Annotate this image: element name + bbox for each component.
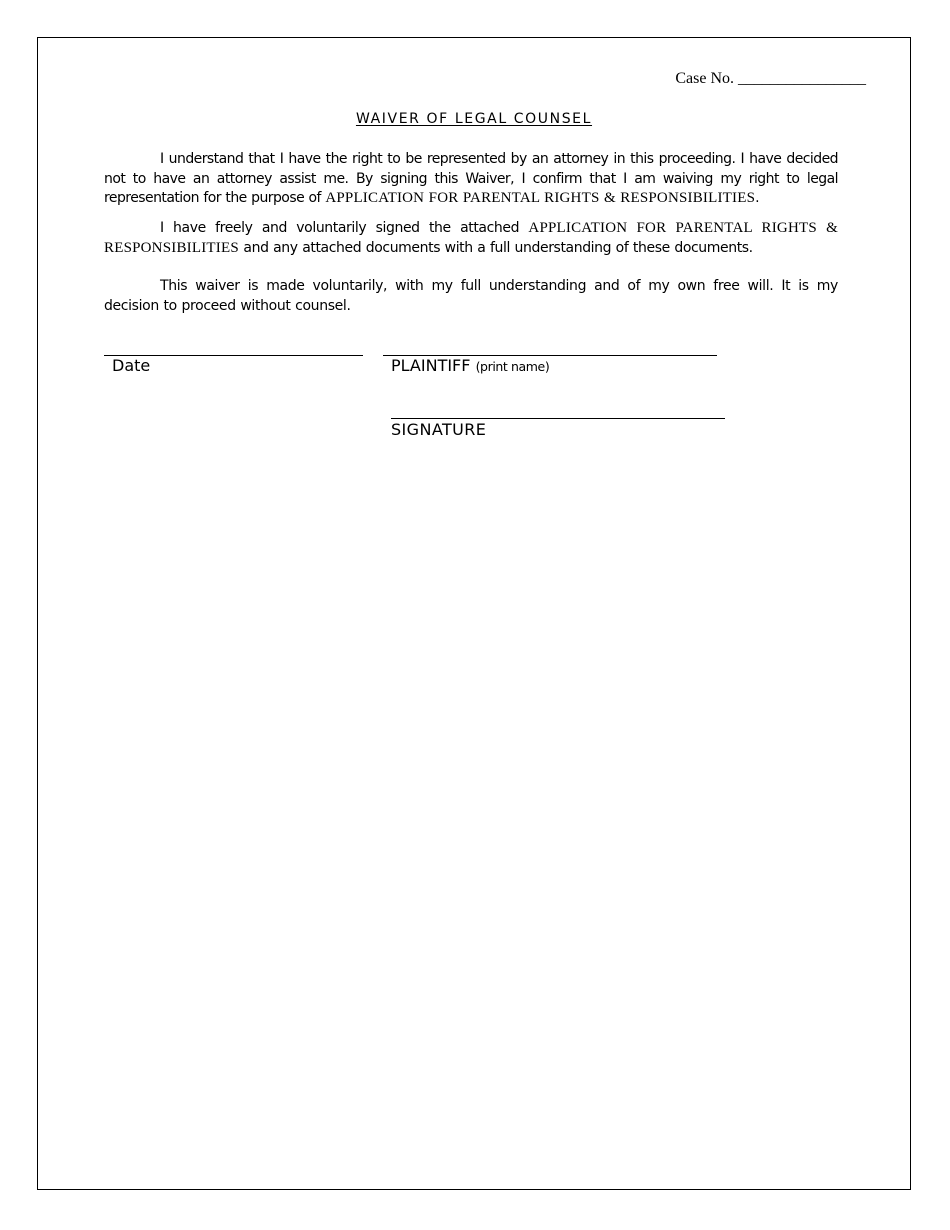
signature-line <box>391 418 725 419</box>
paragraph-1-text: I understand that I have the right to be represented by an attorney in this proceeding. I have decided not to have an attorney assist me. By signing this Waiver, I confirm that I am waiving my right to legal representation for the purpose of <box>104 151 838 206</box>
plaintiff-label-text: PLAINTIFF <box>391 356 471 375</box>
paragraph-voluntary-signing <box>104 219 838 258</box>
paragraph-1-form-name: APPLICATION FOR PARENTAL RIGHTS & RESPONSIBILITIES <box>325 190 756 206</box>
plaintiff-label <box>391 356 549 375</box>
paragraph-3-text: This waiver is made voluntarily, with my full understanding and of my own free will. It is my decision to proceed without counsel. <box>104 278 838 314</box>
paragraph-1-end: . <box>755 190 760 206</box>
date-label: Date <box>112 356 151 375</box>
signature-label: SIGNATURE <box>391 420 487 439</box>
paragraph-2-form-name: APPLICATION FOR PARENTAL RIGHTS & RESPONSIBILITIES <box>104 220 838 256</box>
paragraph-2-end: and any attached documents with a full understanding of these documents. <box>238 239 753 256</box>
paragraph-2-text: I have freely and voluntarily signed the attached <box>160 220 529 236</box>
page-border <box>37 37 911 1190</box>
case-number: Case No. ________________ <box>675 70 866 87</box>
plaintiff-label-note: (print name) <box>475 359 550 374</box>
paragraph-waiver-right <box>104 150 838 209</box>
document-title: WAIVER OF LEGAL COUNSEL <box>355 111 593 127</box>
paragraph-without-counsel <box>104 277 838 316</box>
